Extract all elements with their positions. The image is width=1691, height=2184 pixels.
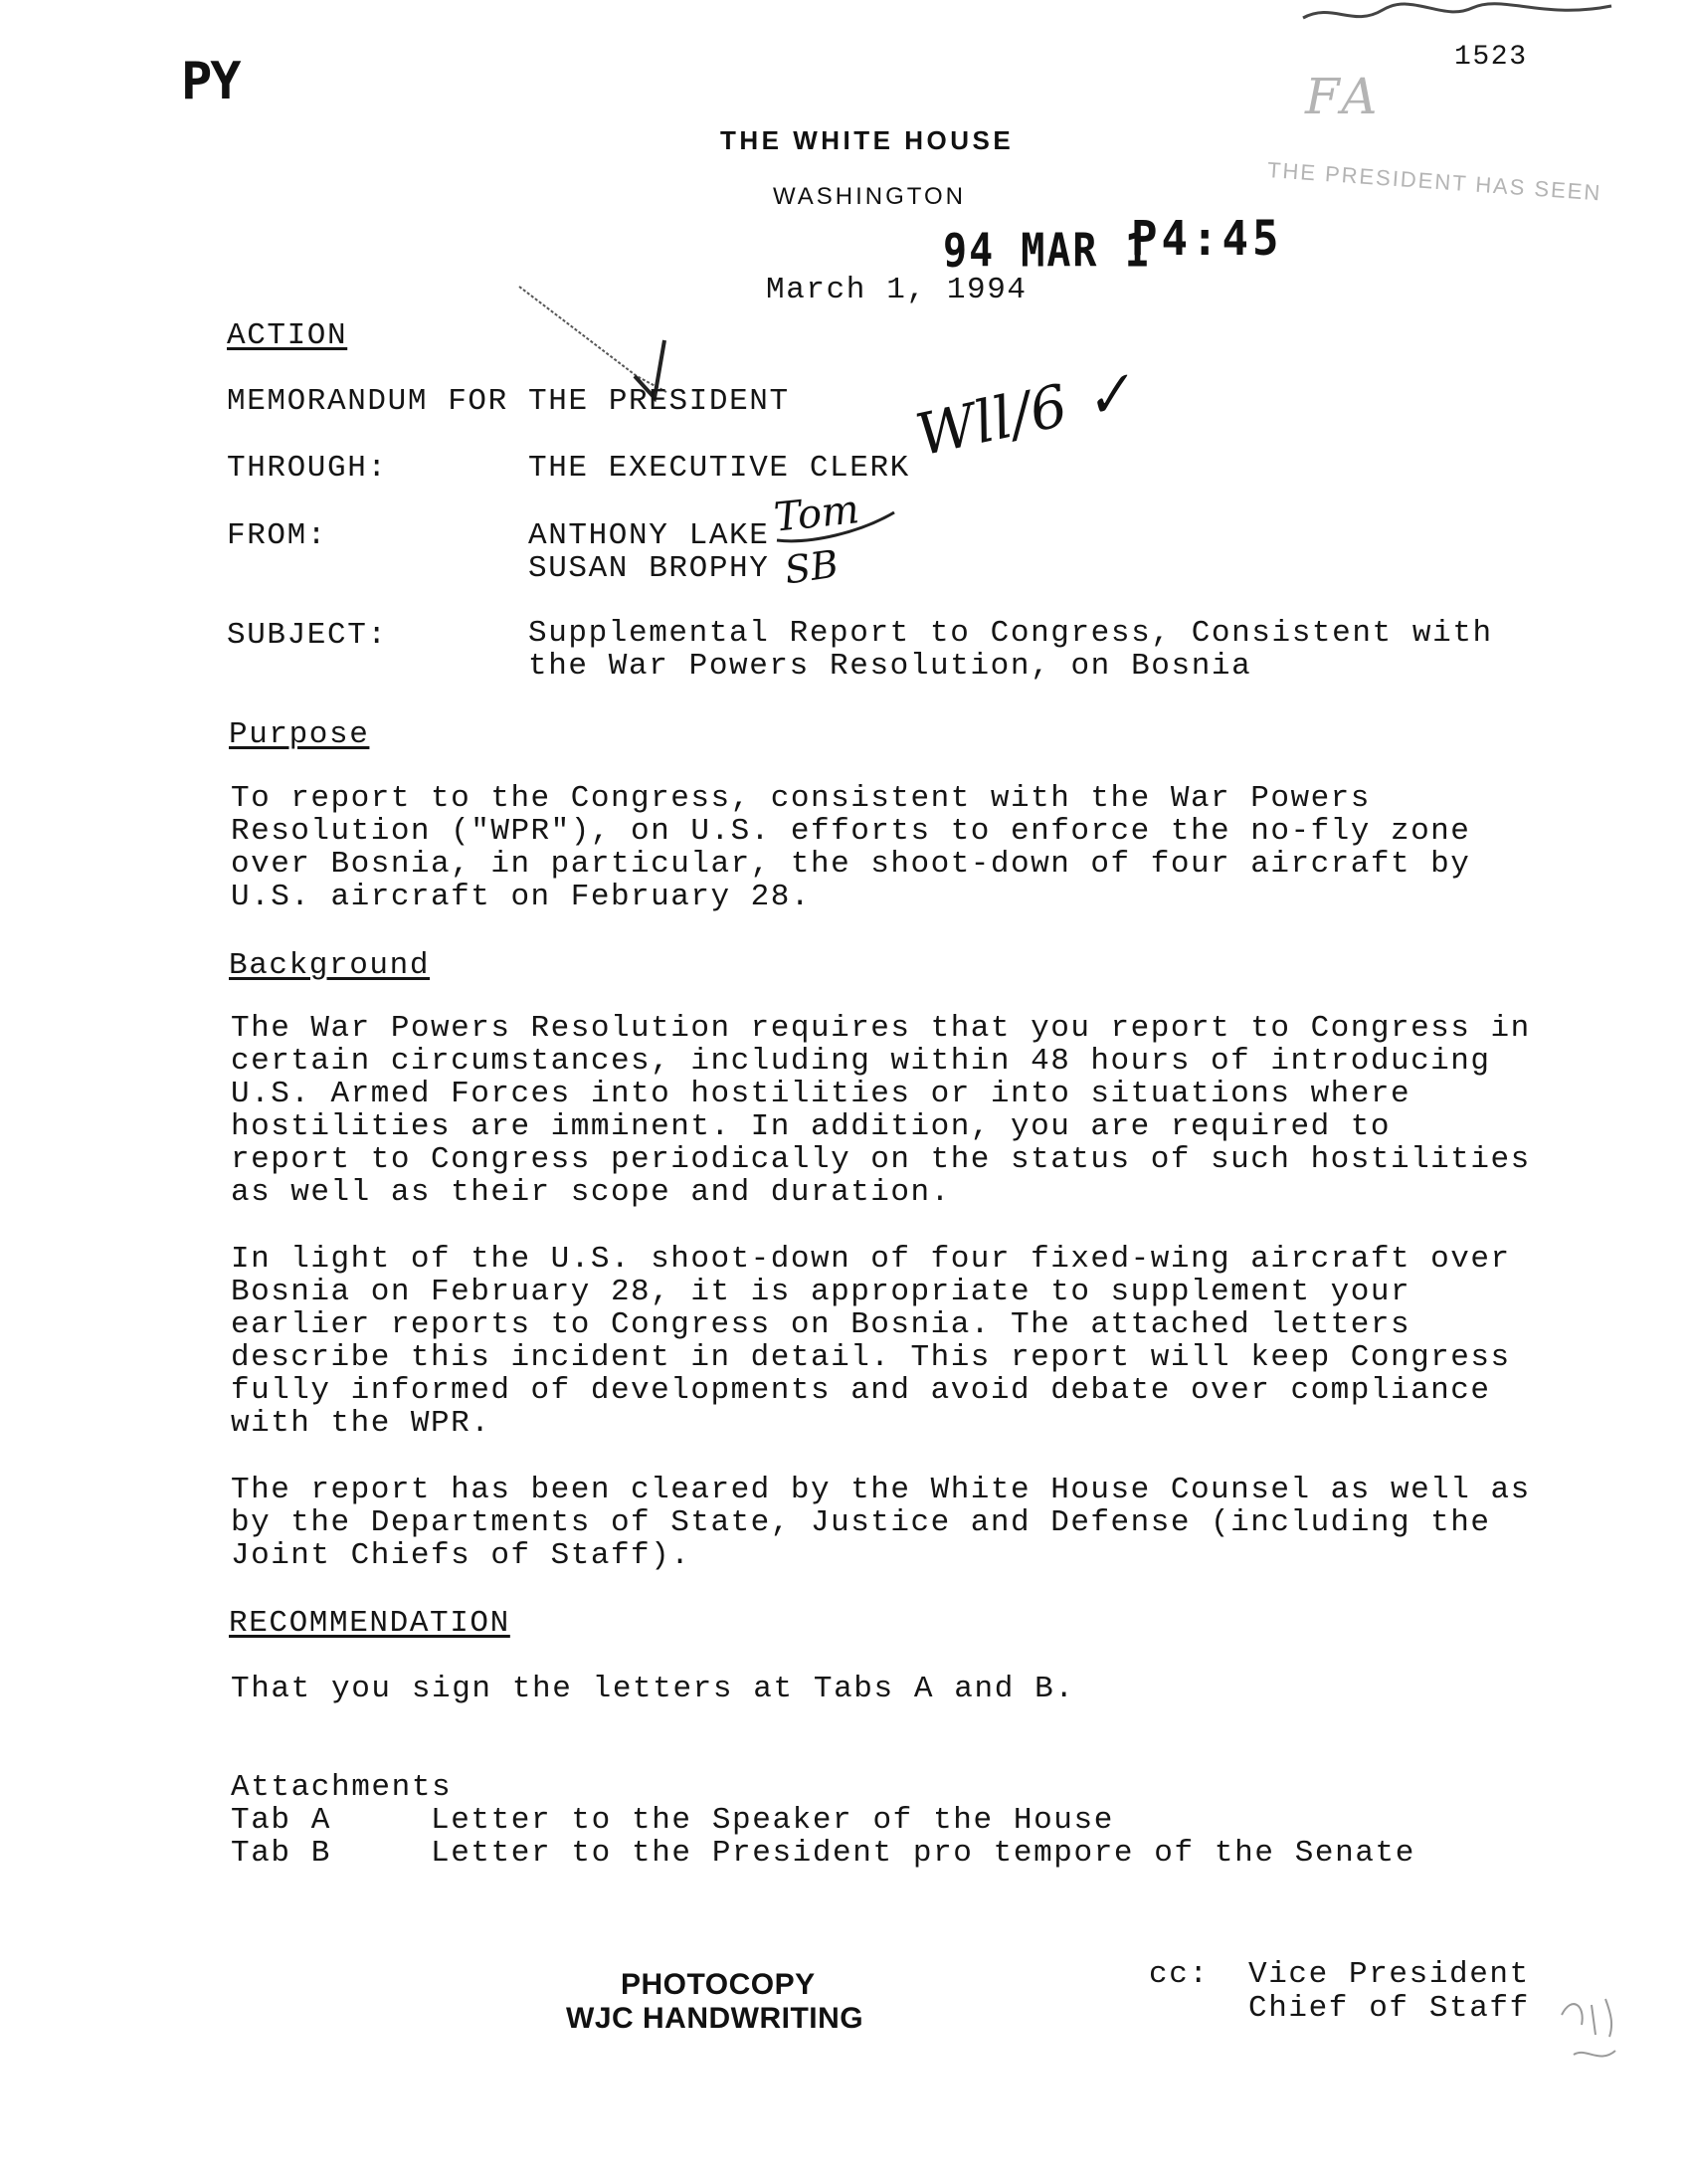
faint-stamp-text: THE PRESIDENT HAS SEEN: [1266, 157, 1603, 206]
photocopy-stamp-line-2: WJC HANDWRITING: [566, 2002, 864, 2035]
cc-recipient-chief-of-staff: Chief of Staff: [1248, 1991, 1530, 2026]
background-line: Bosnia on February 28, it is appropriate to supplement your: [231, 1275, 1411, 1309]
purpose-line: To report to the Congress, consistent with the War Powers: [231, 781, 1371, 816]
subject-line-1: Supplemental Report to Congress, Consistent with: [528, 616, 1493, 651]
header-title: THE WHITE HOUSE: [720, 125, 1015, 155]
memorandum-line: MEMORANDUM FOR THE PRESIDENT: [227, 384, 790, 419]
attachment-tab-a-label: Tab A: [231, 1803, 332, 1838]
background-heading: Background: [229, 948, 431, 983]
background-line: by the Departments of State, Justice and Defense (including the: [231, 1505, 1491, 1540]
attachment-tab-a-desc: Letter to the Speaker of the House: [431, 1803, 1114, 1838]
purpose-line: over Bosnia, in particular, the shoot-down of four aircraft by: [231, 847, 1471, 882]
background-paragraph-1: [231, 1012, 1554, 1209]
background-line: In light of the U.S. shoot-down of four fixed-wing aircraft over: [231, 1242, 1511, 1277]
header-city: WASHINGTON: [773, 183, 967, 210]
background-line: hostilities are imminent. In addition, you are required to: [231, 1109, 1391, 1144]
background-line: The report has been cleared by the White House Counsel as well as: [231, 1473, 1531, 1507]
corner-mark: PY: [181, 52, 240, 111]
purpose-line: U.S. aircraft on February 28.: [231, 880, 811, 914]
purpose-paragraph: [231, 782, 1554, 913]
purpose-line: Resolution ("WPR"), on U.S. efforts to enforce the no-fly zone: [231, 814, 1471, 849]
recommendation-text: That you sign the letters at Tabs A and B.: [231, 1672, 1075, 1706]
lake-initials-loop: [771, 493, 900, 552]
faint-stamp-mark: FA: [1305, 68, 1384, 125]
clerk-initials-handwriting: Wll/6 ✓: [910, 357, 1139, 470]
background-paragraph-3: [231, 1474, 1554, 1572]
action-label: ACTION: [227, 318, 348, 353]
photocopy-stamp-line-1: PHOTOCOPY: [621, 1968, 816, 2001]
top-scribble: [1293, 0, 1621, 30]
memo-date: March 1, 1994: [766, 273, 1028, 307]
from-label: FROM:: [227, 518, 328, 553]
background-line: The War Powers Resolution requires that you report to Congress in: [231, 1011, 1531, 1046]
received-stamp-time: P4:45: [1131, 211, 1283, 268]
through-value: THE EXECUTIVE CLERK: [528, 451, 910, 486]
background-line: U.S. Armed Forces into hostilities or into situations where: [231, 1077, 1411, 1111]
faint-margin-marks: [1552, 1975, 1661, 2085]
attachment-tab-b-desc: Letter to the President pro tempore of the Senate: [431, 1836, 1415, 1871]
attachment-tab-b-label: Tab B: [231, 1836, 332, 1871]
background-line: earlier reports to Congress on Bosnia. The attached letters: [231, 1307, 1411, 1342]
through-label: THROUGH:: [227, 451, 388, 486]
cc-label: cc:: [1149, 1957, 1210, 1992]
background-line: report to Congress periodically on the status of such hostilities: [231, 1142, 1531, 1177]
background-line: as well as their scope and duration.: [231, 1175, 951, 1210]
page-number: 1523: [1454, 42, 1528, 73]
lake-initials-handwriting: Tom: [772, 487, 861, 541]
brophy-initials-handwriting: SB: [782, 541, 842, 593]
from-value-lake: ANTHONY LAKE: [528, 518, 770, 553]
subject-label: SUBJECT:: [227, 618, 388, 653]
background-line: certain circumstances, including within 48 hours of introducing: [231, 1044, 1491, 1079]
recommendation-heading: RECOMMENDATION: [229, 1606, 510, 1641]
from-value-brophy: SUSAN BROPHY: [528, 551, 770, 586]
attachments-heading: Attachments: [231, 1770, 453, 1805]
purpose-heading: Purpose: [229, 717, 370, 752]
background-line: with the WPR.: [231, 1406, 491, 1441]
received-stamp-date: 94 MAR 1: [943, 225, 1151, 278]
background-line: fully informed of developments and avoid debate over compliance: [231, 1373, 1491, 1408]
background-line: Joint Chiefs of Staff).: [231, 1538, 691, 1573]
background-line: describe this incident in detail. This report will keep Congress: [231, 1340, 1511, 1375]
cc-recipient-vice-president: Vice President: [1248, 1957, 1530, 1992]
background-paragraph-2: [231, 1243, 1554, 1440]
subject-line-2: the War Powers Resolution, on Bosnia: [528, 649, 1252, 684]
